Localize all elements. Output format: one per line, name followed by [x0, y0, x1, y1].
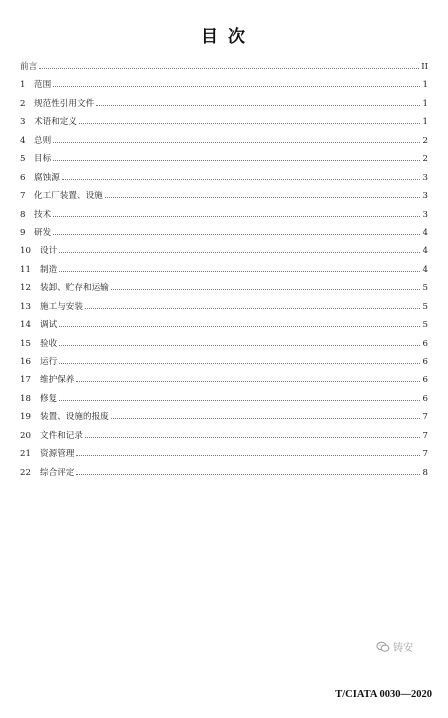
toc-entry[interactable] [20, 224, 428, 242]
dot-leader [59, 354, 420, 364]
toc-entry-page: II [421, 62, 428, 72]
toc-entry-number: 18 [20, 393, 31, 404]
toc-entry-page: 1 [422, 98, 428, 109]
toc-entry[interactable] [20, 58, 428, 76]
toc-entry-page: 2 [422, 154, 428, 165]
dot-leader [111, 409, 420, 419]
toc-entry-number: 5 [20, 154, 26, 165]
toc-entry-number: 4 [20, 135, 26, 146]
toc-entry-label: 腐蚀源 [34, 172, 60, 183]
toc-entry-label: 规范性引用文件 [34, 98, 95, 109]
toc-entry-page: 6 [422, 338, 428, 349]
toc-entry-number: 10 [20, 246, 31, 257]
toc-entry[interactable] [20, 279, 428, 297]
toc-entry[interactable] [20, 371, 428, 389]
watermark [376, 639, 413, 654]
toc-entry-number: 3 [20, 117, 26, 128]
toc-entry-number: 22 [20, 467, 31, 478]
toc-entry-label: 装卸、贮存和运输 [40, 283, 109, 294]
toc-entry-page: 4 [422, 246, 428, 257]
toc-entry[interactable] [20, 298, 428, 316]
toc-entry-number: 12 [20, 283, 31, 294]
toc-entry-number: 8 [20, 209, 26, 220]
toc-entry-number: 16 [20, 357, 31, 367]
toc-entry-number: 9 [20, 227, 26, 238]
table-of-contents [20, 58, 428, 482]
toc-entry-page: 2 [422, 135, 428, 146]
toc-entry-label: 文件和记录 [40, 430, 83, 441]
toc-entry[interactable] [20, 445, 428, 463]
toc-entry-page: 5 [422, 283, 428, 294]
toc-entry[interactable] [20, 464, 428, 482]
toc-entry[interactable] [20, 316, 428, 334]
toc-entry-label: 制造 [40, 264, 58, 275]
toc-entry-page: 3 [422, 191, 428, 202]
dot-leader [53, 77, 420, 87]
dot-leader [59, 262, 420, 272]
toc-entry-page: 3 [422, 209, 428, 220]
toc-entry-page: 4 [422, 227, 428, 238]
dot-leader [59, 317, 420, 327]
watermark-text: 铸安 [393, 643, 413, 654]
dot-leader [59, 391, 420, 401]
dot-leader [62, 170, 420, 180]
wechat-icon [376, 641, 390, 653]
dot-leader [53, 133, 420, 143]
toc-entry-label: 调试 [40, 320, 58, 331]
toc-entry-label: 综合评定 [40, 467, 75, 478]
toc-entry-label: 维护保养 [40, 375, 75, 386]
dot-leader [85, 428, 420, 438]
dot-leader [53, 207, 420, 217]
toc-entry-number: 19 [20, 412, 31, 423]
dot-leader [76, 446, 420, 456]
toc-entry-number: 17 [20, 375, 31, 386]
toc-entry-number: 14 [20, 320, 31, 331]
toc-entry-label: 装置、设施的报废 [40, 412, 109, 423]
toc-entry[interactable] [20, 427, 428, 445]
toc-entry-page: 7 [422, 430, 428, 441]
toc-entry[interactable] [20, 95, 428, 113]
toc-entry-label: 目标 [34, 154, 52, 165]
dot-leader [105, 188, 420, 198]
page-title: 目 次 [201, 27, 247, 47]
toc-entry-page: 4 [422, 264, 428, 275]
dot-leader [96, 96, 420, 106]
dot-leader [39, 59, 419, 69]
toc-entry-number: 7 [20, 191, 26, 202]
toc-entry-label: 运行 [40, 357, 58, 367]
toc-entry[interactable] [20, 169, 428, 187]
toc-entry-label: 资源管理 [40, 449, 75, 460]
toc-entry-label: 修复 [40, 393, 58, 404]
toc-entry-label: 化工厂装置、设施 [34, 191, 103, 202]
toc-entry-page: 5 [422, 320, 428, 331]
standard-code: T/CIATA 0030—2020 [335, 689, 432, 700]
toc-entry-page: 7 [422, 412, 428, 423]
toc-entry-label: 总则 [34, 135, 52, 146]
toc-entry-label: 研发 [34, 227, 52, 238]
toc-entry-page: 6 [422, 357, 428, 367]
dot-leader [111, 280, 420, 290]
dot-leader [79, 114, 420, 124]
dot-leader [85, 299, 420, 309]
toc-entry-number: 6 [20, 172, 26, 183]
toc-entry[interactable] [20, 187, 428, 205]
dot-leader [76, 372, 420, 382]
toc-entry[interactable] [20, 132, 428, 150]
toc-entry-number: 15 [20, 338, 31, 349]
toc-entry-number: 1 [20, 80, 26, 91]
toc-entry-label: 验收 [40, 338, 58, 349]
toc-entry[interactable] [20, 76, 428, 94]
toc-entry-page: 6 [422, 393, 428, 404]
toc-entry-page: 6 [422, 375, 428, 386]
toc-entry-number: 21 [20, 449, 31, 460]
toc-entry-label: 前言 [20, 62, 38, 72]
toc-entry-page: 3 [422, 172, 428, 183]
toc-entry-page: 8 [422, 467, 428, 478]
toc-entry[interactable] [20, 408, 428, 426]
toc-entry-number: 20 [20, 430, 31, 441]
toc-entry[interactable] [20, 261, 428, 279]
toc-entry-page: 1 [422, 80, 428, 91]
toc-entry[interactable] [20, 335, 428, 353]
toc-entry-label: 术语和定义 [34, 117, 77, 128]
toc-entry-label: 设计 [40, 246, 58, 257]
dot-leader [59, 336, 420, 346]
toc-entry-page: 5 [422, 301, 428, 312]
toc-entry[interactable] [20, 242, 428, 260]
toc-entry-number: 11 [20, 264, 31, 275]
toc-entry[interactable] [20, 390, 428, 408]
toc-entry[interactable] [20, 206, 428, 224]
toc-entry[interactable] [20, 113, 428, 131]
toc-entry-number: 2 [20, 98, 26, 109]
dot-leader [59, 243, 420, 253]
dot-leader [76, 465, 420, 475]
dot-leader [53, 225, 420, 235]
toc-entry-label: 施工与安装 [40, 301, 83, 312]
dot-leader [53, 151, 420, 161]
toc-entry-page: 1 [422, 117, 428, 128]
toc-entry-page: 7 [422, 449, 428, 460]
toc-entry[interactable] [20, 353, 428, 371]
toc-entry[interactable] [20, 150, 428, 168]
toc-entry-label: 技术 [34, 209, 52, 220]
toc-entry-number: 13 [20, 301, 31, 312]
toc-entry-label: 范围 [34, 80, 52, 91]
